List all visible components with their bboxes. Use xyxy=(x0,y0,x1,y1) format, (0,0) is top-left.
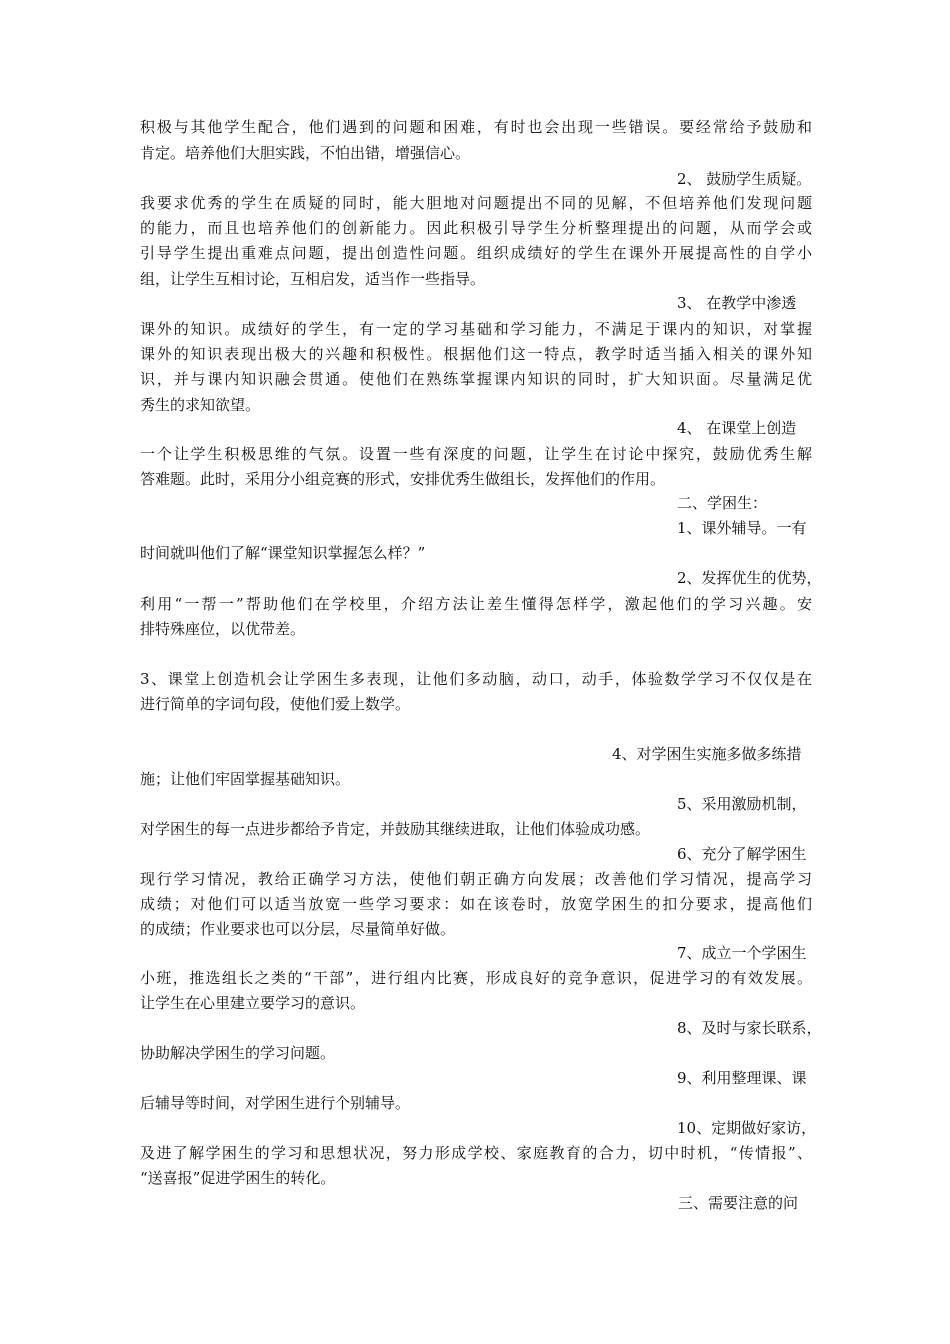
item-heading: 10、定期做好家访， xyxy=(677,1119,817,1137)
item-heading: 7、成立一个学困生 xyxy=(677,944,807,962)
paragraph-line: 课外的知识。成绩好的学生，有一定的学习基础和学习能力，不满足于课内的知识，对掌握 xyxy=(140,320,812,338)
paragraph-line: 引导学生提出重难点问题，提出创造性问题。组织成绩好的学生在课外开展提高性的自学小 xyxy=(140,244,812,262)
item-heading: 2、 鼓励学生质疑。 xyxy=(677,170,812,188)
paragraph-line: 秀生的求知欲望。 xyxy=(140,396,261,414)
paragraph-line: 3、课堂上创造机会让学困生多表现，让他们多动脑，动口，动手，体验数学学习不仅仅是在 xyxy=(140,670,812,688)
paragraph-line: 一个让学生积极思维的气氛。设置一些有深度的问题，让学生在讨论中探究，鼓励优秀生解 xyxy=(140,445,812,463)
paragraph-line: 现行学习情况，教给正确学习方法，使他们朝正确方向发展；改善他们学习情况，提高学习 xyxy=(140,870,812,888)
paragraph-line: 积极与其他学生配合，他们遇到的问题和困难，有时也会出现一些错误。要经常给予鼓励和 xyxy=(140,118,812,136)
paragraph-line: 成绩；对他们可以适当放宽一些学习要求：如在该卷时，放宽学困生的扣分要求，提高他们 xyxy=(140,895,812,913)
paragraph-line: 我要求优秀的学生在质疑的同时，能大胆地对问题提出不同的见解，不但培养他们发现问题 xyxy=(140,194,812,212)
paragraph-line: 课外的知识表现出极大的兴趣和积极性。根据他们这一特点，教学时适当插入相关的课外知 xyxy=(140,345,812,363)
paragraph-line: 组，让学生互相讨论，互相启发，适当作一些指导。 xyxy=(140,270,486,288)
paragraph-line: 对学困生的每一点进步都给予肯定，并鼓励其继续进取，让他们体验成功感。 xyxy=(140,820,651,838)
paragraph-line: 排特殊座位，以优带差。 xyxy=(140,620,306,638)
item-heading: 4、 在课堂上创造 xyxy=(677,419,797,437)
item-heading: 1、课外辅导。一有 xyxy=(677,519,807,537)
paragraph-line: 答难题。此时，采用分小组竞赛的形式，安排优秀生做组长，发挥他们的作用。 xyxy=(140,470,666,488)
item-heading: 8、及时与家长联系， xyxy=(677,1019,822,1037)
item-heading: 9、利用整理课、课 xyxy=(677,1069,807,1087)
item-heading: 3、 在教学中渗透 xyxy=(677,294,797,312)
paragraph-line: “送喜报”促进学困生的转化。 xyxy=(140,1169,336,1187)
item-heading: 2、发挥优生的优势， xyxy=(677,569,822,587)
paragraph-line: 的能力，而且也培养他们的创新能力。因此积极引导学生分析整理提出的问题，从而学会或 xyxy=(140,219,812,237)
item-heading: 6、充分了解学困生 xyxy=(677,845,807,863)
paragraph-line: 施；让他们牢固掌握基础知识。 xyxy=(140,770,351,788)
paragraph-line: 时间就叫他们了解“课堂知识掌握怎么样？” xyxy=(140,544,426,562)
section-heading: 二、学困生： xyxy=(677,494,768,512)
paragraph-line: 识，并与课内知识融会贯通。使他们在熟练掌握课内知识的同时，扩大知识面。尽量满足优 xyxy=(140,370,812,388)
paragraph-line: 进行简单的字词句段，使他们爱上数学。 xyxy=(140,695,411,713)
paragraph-line: 小班，推选组长之类的“干部”，进行组内比赛，形成良好的竞争意识，促进学习的有效发展。 xyxy=(140,969,812,987)
paragraph-line: 肯定。培养他们大胆实践，不怕出错，增强信心。 xyxy=(140,144,471,162)
section-heading: 三、需要注意的问 xyxy=(678,1194,799,1212)
paragraph-line: 利用“一帮一”帮助他们在学校里，介绍方法让差生懂得怎样学，激起他们的学习兴趣。安 xyxy=(140,595,812,613)
paragraph-line: 后辅导等时间，对学困生进行个别辅导。 xyxy=(140,1094,411,1112)
item-heading: 5、采用激励机制， xyxy=(677,795,807,813)
paragraph-line: 的成绩；作业要求也可以分层，尽量简单好做。 xyxy=(140,920,456,938)
paragraph-line: 让学生在心里建立要学习的意识。 xyxy=(140,994,366,1012)
paragraph-line: 协助解决学困生的学习问题。 xyxy=(140,1044,336,1062)
item-heading: 4、对学困生实施多做多练措 xyxy=(612,745,802,763)
paragraph-line: 及进了解学困生的学习和思想状况，努力形成学校、家庭教育的合力，切中时机，“传情报”、 xyxy=(140,1144,812,1162)
